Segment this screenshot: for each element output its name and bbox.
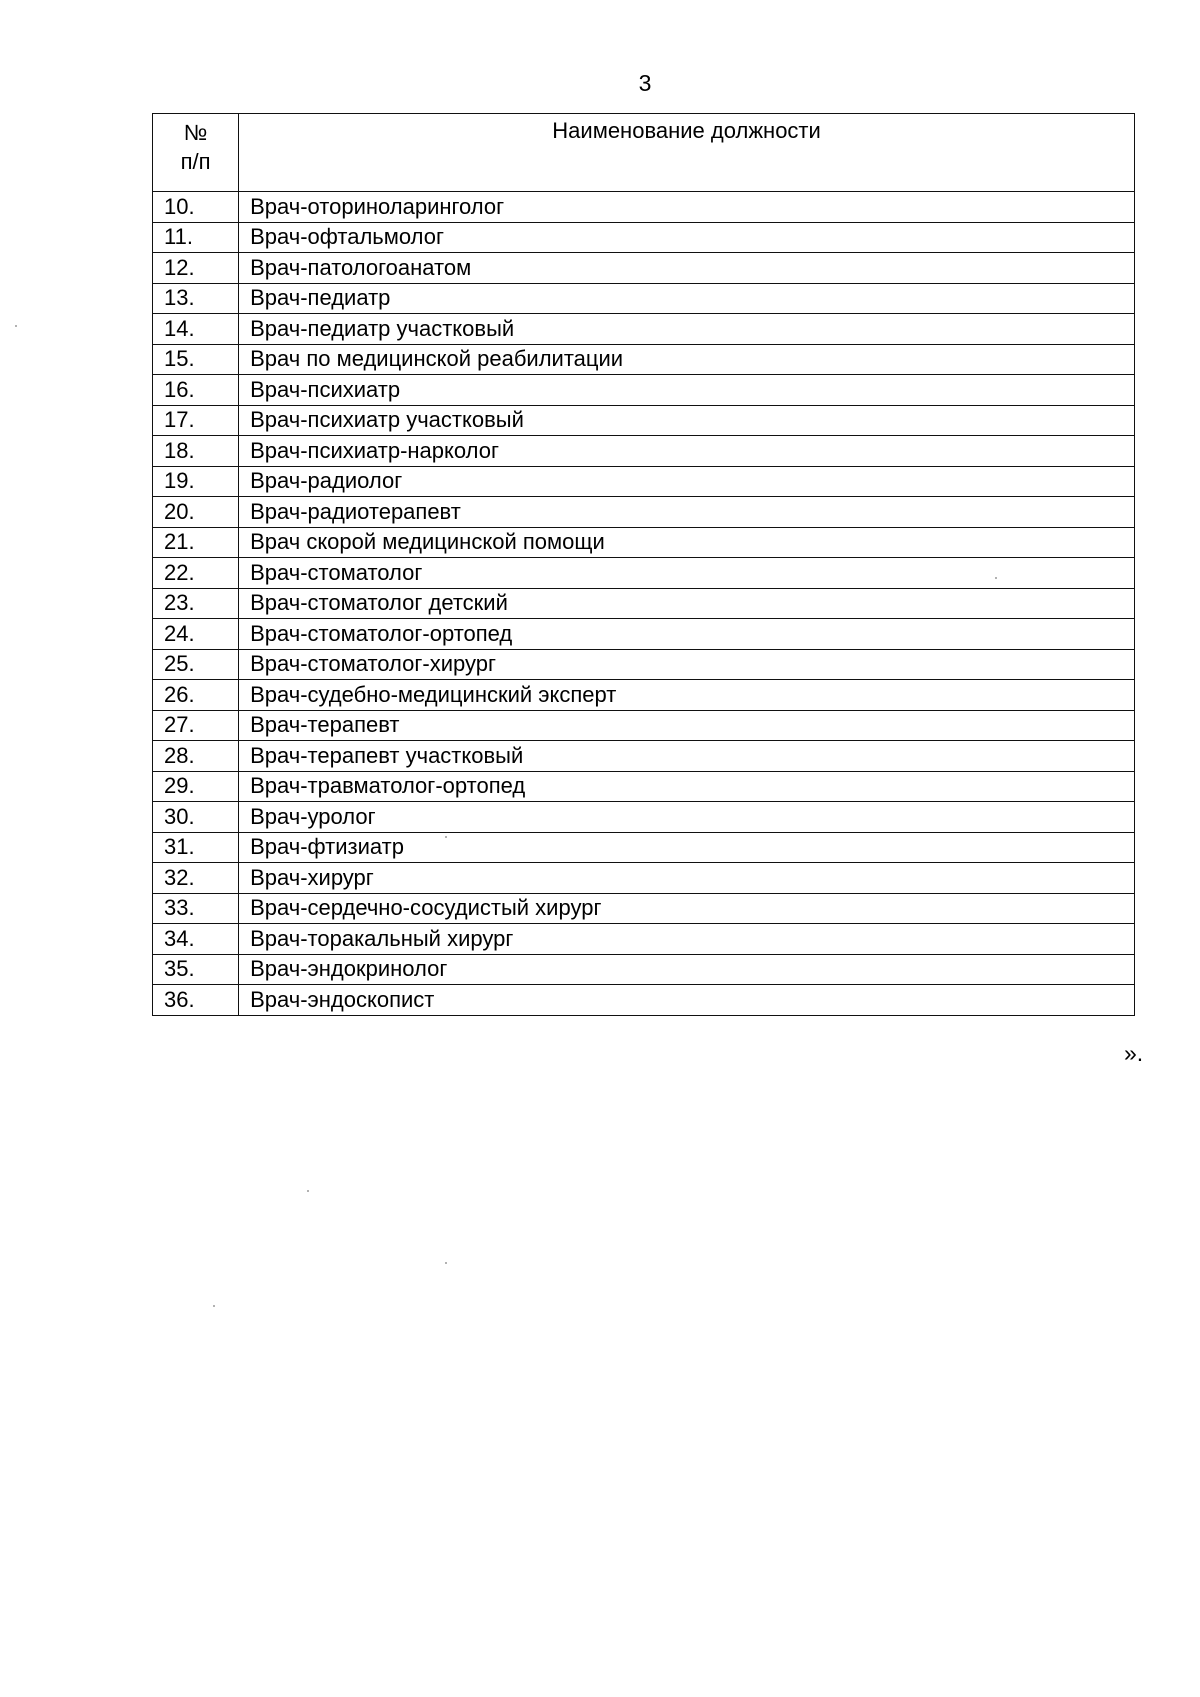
table-row: [153, 344, 1135, 375]
position-name: Врач-офтальмолог: [239, 222, 1135, 253]
row-number: 17.: [153, 405, 239, 436]
position-name: Врач-травматолог-ортопед: [239, 771, 1135, 802]
page-number: 3: [638, 70, 652, 96]
table-row: [153, 558, 1135, 589]
row-number: 26.: [153, 680, 239, 711]
row-number: 29.: [153, 771, 239, 802]
table-row: [153, 192, 1135, 223]
position-name: Врач-судебно-медицинский эксперт: [239, 680, 1135, 711]
table-row: [153, 283, 1135, 314]
scan-speck: [307, 1190, 309, 1192]
table-row: [153, 466, 1135, 497]
row-number: 16.: [153, 375, 239, 406]
position-name: Врач-торакальный хирург: [239, 924, 1135, 955]
row-number: 19.: [153, 466, 239, 497]
header-position-name: Наименование должности: [239, 114, 1135, 192]
closing-quote-mark: ».: [1124, 1040, 1144, 1066]
position-name: Врач-хирург: [239, 863, 1135, 894]
table-row: [153, 893, 1135, 924]
row-number: 11.: [153, 222, 239, 253]
table-row: [153, 619, 1135, 650]
position-name: Врач-оториноларинголог: [239, 192, 1135, 223]
table-header-row: [153, 114, 1135, 192]
table-row: [153, 985, 1135, 1016]
position-name: Врач-фтизиатр: [239, 832, 1135, 863]
scan-speck: [213, 1305, 215, 1307]
position-name: Врач-стоматолог-хирург: [239, 649, 1135, 680]
position-name: Врач-стоматолог-ортопед: [239, 619, 1135, 650]
scan-speck: [15, 325, 17, 327]
position-name: Врач-терапевт участковый: [239, 741, 1135, 772]
position-name: Врач-эндоскопист: [239, 985, 1135, 1016]
position-name: Врач-педиатр участковый: [239, 314, 1135, 345]
table-row: [153, 741, 1135, 772]
row-number: 13.: [153, 283, 239, 314]
row-number: 32.: [153, 863, 239, 894]
row-number: 21.: [153, 527, 239, 558]
position-name: Врач-стоматолог: [239, 558, 1135, 589]
position-name: Врач скорой медицинской помощи: [239, 527, 1135, 558]
scan-speck: [995, 577, 997, 579]
table-row: [153, 375, 1135, 406]
table-row: [153, 710, 1135, 741]
table-row: [153, 832, 1135, 863]
table-row: [153, 680, 1135, 711]
row-number: 27.: [153, 710, 239, 741]
position-name: Врач-психиатр-нарколог: [239, 436, 1135, 467]
row-number: 20.: [153, 497, 239, 528]
table-row: [153, 314, 1135, 345]
position-name: Врач-эндокринолог: [239, 954, 1135, 985]
row-number: 34.: [153, 924, 239, 955]
position-name: Врач-педиатр: [239, 283, 1135, 314]
row-number: 25.: [153, 649, 239, 680]
table-row: [153, 649, 1135, 680]
row-number: 22.: [153, 558, 239, 589]
header-number-symbol: №: [183, 120, 208, 145]
position-name: Врач-патологоанатом: [239, 253, 1135, 284]
position-name: Врач по медицинской реабилитации: [239, 344, 1135, 375]
position-name: Врач-стоматолог детский: [239, 588, 1135, 619]
table-row: [153, 771, 1135, 802]
scan-speck: [445, 836, 447, 838]
position-name: Врач-радиотерапевт: [239, 497, 1135, 528]
position-name: Врач-уролог: [239, 802, 1135, 833]
row-number: 30.: [153, 802, 239, 833]
header-number-column: [153, 114, 239, 192]
table-row: [153, 405, 1135, 436]
table-row: [153, 954, 1135, 985]
position-name: Врач-сердечно-сосудистый хирург: [239, 893, 1135, 924]
table-row: [153, 497, 1135, 528]
position-name: Врач-психиатр: [239, 375, 1135, 406]
header-number-abbrev: п/п: [180, 149, 211, 174]
position-name: Врач-психиатр участковый: [239, 405, 1135, 436]
row-number: 18.: [153, 436, 239, 467]
row-number: 33.: [153, 893, 239, 924]
row-number: 28.: [153, 741, 239, 772]
row-number: 24.: [153, 619, 239, 650]
table-row: [153, 253, 1135, 284]
row-number: 23.: [153, 588, 239, 619]
table-row: [153, 222, 1135, 253]
row-number: 15.: [153, 344, 239, 375]
row-number: 31.: [153, 832, 239, 863]
table-row: [153, 924, 1135, 955]
table-row: [153, 436, 1135, 467]
positions-table: [152, 113, 1135, 1016]
table-body: [153, 192, 1135, 1016]
table-row: [153, 588, 1135, 619]
row-number: 12.: [153, 253, 239, 284]
table-row: [153, 802, 1135, 833]
scan-speck: [445, 1262, 447, 1264]
row-number: 35.: [153, 954, 239, 985]
row-number: 14.: [153, 314, 239, 345]
row-number: 10.: [153, 192, 239, 223]
table-row: [153, 863, 1135, 894]
row-number: 36.: [153, 985, 239, 1016]
table-row: [153, 527, 1135, 558]
position-name: Врач-радиолог: [239, 466, 1135, 497]
position-name: Врач-терапевт: [239, 710, 1135, 741]
